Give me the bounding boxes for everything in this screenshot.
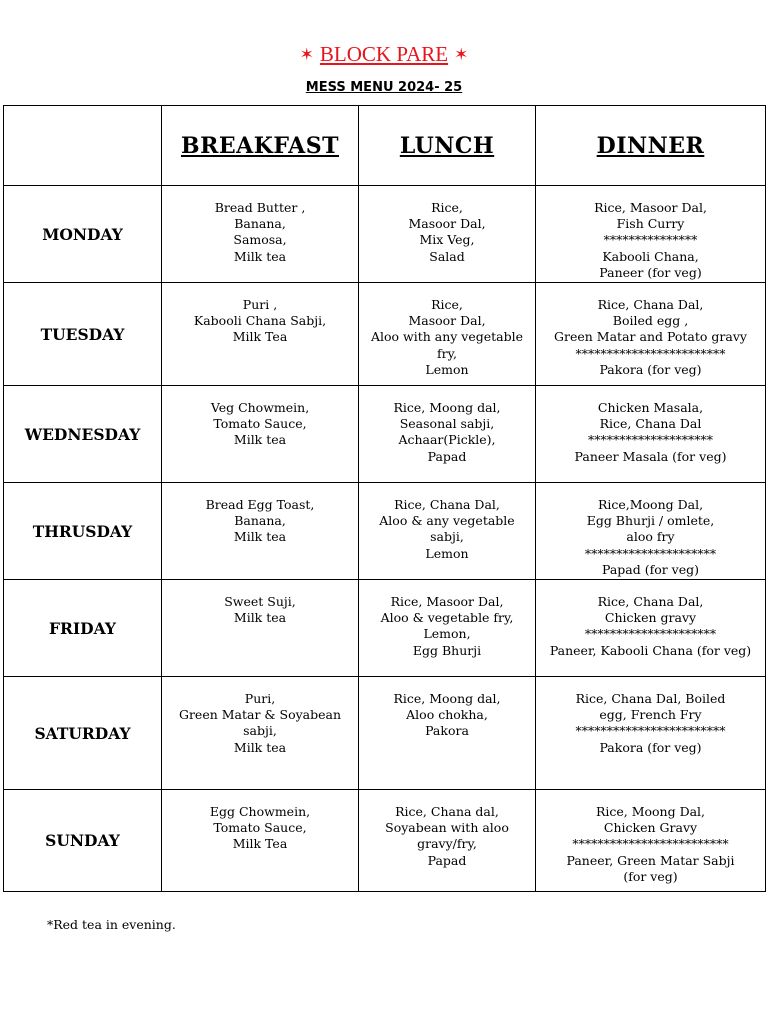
menu-item: ********************* (584, 626, 717, 642)
menu-item: Lemon (425, 545, 469, 561)
menu-item: Seasonal sabji, (399, 416, 495, 432)
menu-item: Milk tea (233, 529, 287, 545)
menu-item: ********************* (584, 545, 717, 561)
column-header-dinner: DINNER (536, 106, 766, 186)
menu-item: Masoor Dal, (408, 216, 486, 232)
day-label: THRUSDAY (4, 483, 162, 580)
menu-subtitle: MESS MENU 2024- 25 (305, 80, 463, 95)
menu-item: Rice, Masoor Dal, (594, 200, 707, 215)
menu-item: Rice, Moong Dal, (595, 804, 706, 819)
dinner-cell (536, 386, 766, 483)
menu-item: Egg Bhurji / omlete, (586, 513, 715, 529)
menu-item: Rice, Moong dal, (393, 400, 501, 415)
menu-item: Puri , (242, 297, 278, 312)
menu-item: Samosa, (233, 232, 287, 248)
table-row (4, 283, 766, 386)
menu-item: Papad (427, 448, 467, 464)
menu-item: Papad (for veg) (601, 561, 700, 577)
day-label: WEDNESDAY (4, 386, 162, 483)
lunch-cell (359, 186, 536, 283)
menu-item: Paneer (for veg) (599, 264, 702, 280)
menu-item: Milk tea (233, 432, 287, 448)
menu-item: Paneer, Kabooli Chana (for veg) (549, 642, 752, 658)
menu-item: fry, (437, 345, 457, 361)
menu-item: Rice, Chana Dal, (597, 297, 704, 312)
menu-item: Aloo with any vegetable (370, 329, 524, 345)
menu-item: Rice, Chana dal, (395, 804, 499, 819)
day-label: MONDAY (4, 186, 162, 283)
menu-item: Lemon (425, 361, 469, 377)
header-row (4, 106, 766, 186)
menu-item: Puri, (244, 691, 276, 706)
menu-item: Masoor Dal, (408, 313, 486, 329)
lunch-cell (359, 677, 536, 790)
lunch-cell (359, 386, 536, 483)
breakfast-cell (162, 186, 359, 283)
menu-item: Milk tea (233, 610, 287, 626)
menu-item: Sweet Suji, (224, 594, 296, 609)
menu-item: Pakora (for veg) (599, 739, 702, 755)
table-row (4, 790, 766, 892)
menu-item: Rice, Masoor Dal, (390, 594, 504, 609)
menu-item: Banana, (234, 216, 286, 232)
title-text: BLOCK PARE (319, 42, 449, 66)
menu-item: ******************** (588, 432, 713, 448)
breakfast-cell (162, 283, 359, 386)
table-row (4, 483, 766, 580)
column-header-breakfast: BREAKFAST (162, 106, 359, 186)
menu-item: Bread Butter , (214, 200, 306, 215)
menu-item: Milk tea (233, 248, 287, 264)
dinner-cell (536, 580, 766, 677)
column-header-lunch: LUNCH (359, 106, 536, 186)
breakfast-cell (162, 386, 359, 483)
dinner-cell (536, 186, 766, 283)
table-row (4, 677, 766, 790)
menu-item: *************** (603, 232, 698, 248)
star-icon: ✶ (454, 45, 469, 64)
menu-item: Achaar(Pickle), (398, 432, 496, 448)
menu-item: Chicken Masala, (597, 400, 704, 415)
breakfast-cell (162, 580, 359, 677)
dinner-cell (536, 677, 766, 790)
menu-item: Rice, (431, 297, 463, 312)
table-row (4, 386, 766, 483)
corner-cell (4, 106, 162, 186)
menu-item: Fish Curry (616, 216, 685, 232)
page-title (0, 42, 768, 67)
menu-item: ************************ (575, 723, 726, 739)
day-label: SUNDAY (4, 790, 162, 892)
menu-item: Lemon, (423, 626, 471, 642)
breakfast-cell (162, 483, 359, 580)
breakfast-cell (162, 677, 359, 790)
menu-item: Tomato Sauce, (213, 820, 307, 836)
menu-item: Kabooli Chana, (602, 248, 699, 264)
breakfast-cell (162, 790, 359, 892)
day-label: FRIDAY (4, 580, 162, 677)
menu-item: Milk Tea (232, 329, 288, 345)
menu-item: Aloo & vegetable fry, (380, 610, 514, 626)
menu-item: Kabooli Chana Sabji, (193, 313, 327, 329)
menu-item: Chicken Gravy (603, 820, 698, 836)
menu-item: aloo fry (626, 529, 675, 545)
menu-item: Soyabean with aloo (385, 820, 509, 836)
menu-item: egg, French Fry (599, 707, 702, 723)
table-row (4, 186, 766, 283)
menu-item: Rice,Moong Dal, (597, 497, 704, 512)
menu-item: (for veg) (623, 868, 678, 884)
dinner-cell (536, 283, 766, 386)
table-row (4, 580, 766, 677)
menu-item: Rice, Chana Dal, Boiled (575, 691, 726, 706)
menu-item: Egg Bhurji (412, 642, 482, 658)
menu-item: Green Matar and Potato gravy (554, 329, 747, 345)
menu-item: Green Matar & Soyabean (178, 707, 342, 723)
menu-item: Mix Veg, (419, 232, 475, 248)
menu-item: Tomato Sauce, (213, 416, 307, 432)
menu-item: Paneer Masala (for veg) (574, 448, 727, 464)
menu-item: Paneer, Green Matar Sabji (566, 852, 735, 868)
menu-item: Aloo & any vegetable (379, 513, 515, 529)
menu-item: Egg Chowmein, (209, 804, 311, 819)
menu-item: Pakora (for veg) (599, 361, 702, 377)
menu-item: ************************* (572, 836, 729, 852)
day-label: SATURDAY (4, 677, 162, 790)
menu-item: Banana, (234, 513, 286, 529)
menu-item: Rice, Chana Dal, (394, 497, 500, 512)
dinner-cell (536, 790, 766, 892)
menu-item: Veg Chowmein, (210, 400, 310, 415)
menu-item: Milk Tea (232, 836, 288, 852)
footnote: *Red tea in evening. (47, 917, 176, 932)
menu-item: sabji, (243, 723, 277, 739)
menu-item: Aloo chokha, (406, 707, 488, 723)
lunch-cell (359, 483, 536, 580)
menu-item: Salad (429, 248, 465, 264)
menu-item: Boiled egg , (612, 313, 689, 329)
menu-item: Rice, Chana Dal (599, 416, 702, 432)
lunch-cell (359, 790, 536, 892)
menu-item: Bread Egg Toast, (205, 497, 315, 512)
dinner-cell (536, 483, 766, 580)
menu-item: Rice, Moong dal, (393, 691, 501, 706)
star-icon: ✶ (299, 45, 314, 64)
menu-item: gravy/fry, (417, 836, 477, 852)
lunch-cell (359, 580, 536, 677)
menu-item: Rice, Chana Dal, (597, 594, 704, 609)
lunch-cell (359, 283, 536, 386)
menu-item: Papad (427, 852, 467, 868)
menu-item: sabji, (430, 529, 464, 545)
day-label: TUESDAY (4, 283, 162, 386)
menu-item: Rice, (431, 200, 463, 215)
menu-item: Chicken gravy (604, 610, 697, 626)
menu-item: Milk tea (233, 739, 287, 755)
menu-table (3, 105, 766, 892)
menu-item: Pakora (425, 723, 469, 739)
menu-item: ************************ (575, 345, 726, 361)
